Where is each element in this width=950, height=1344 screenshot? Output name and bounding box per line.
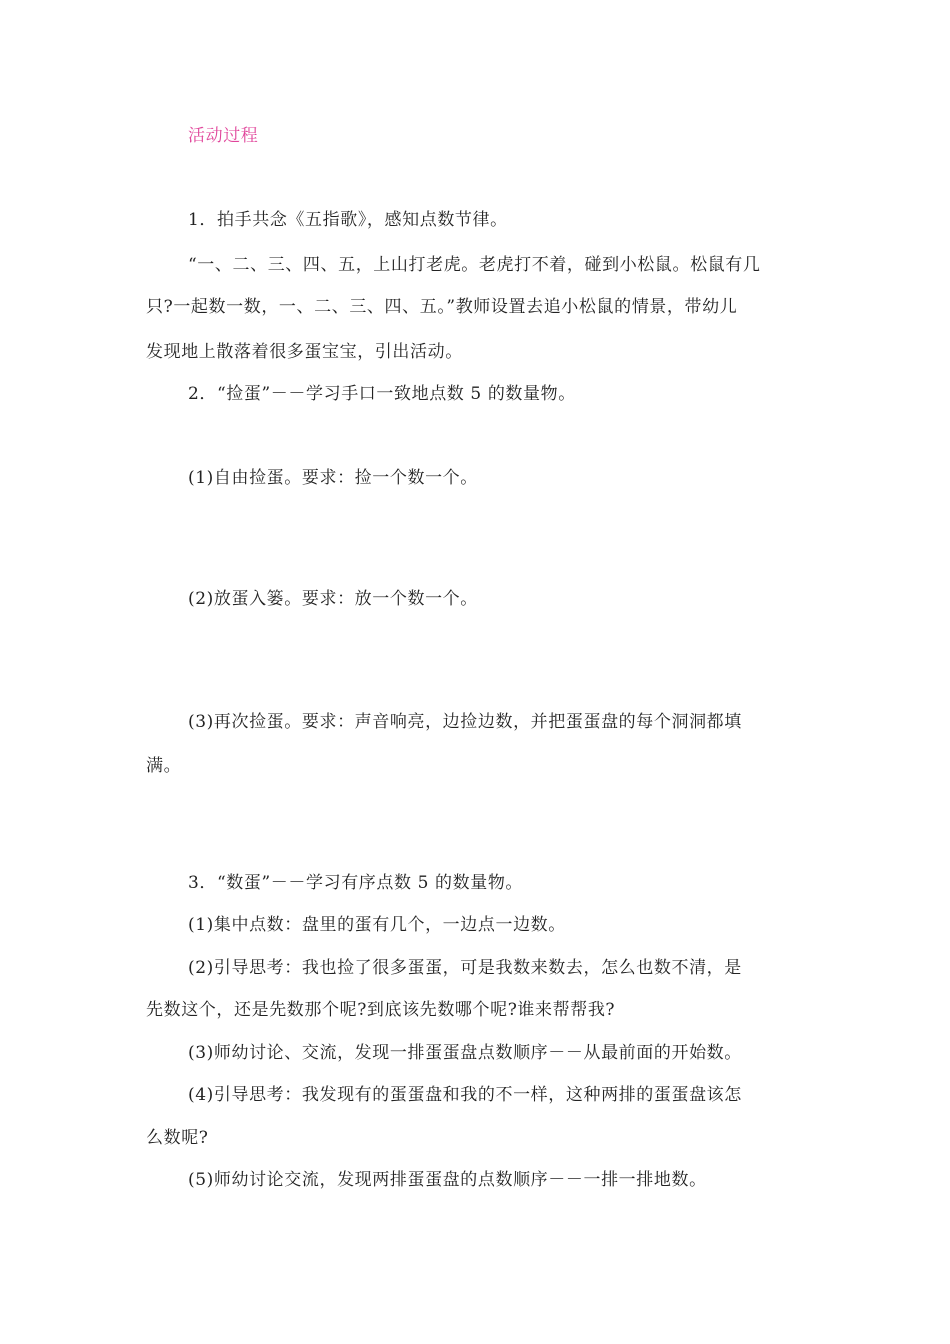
paragraph-line: (3)再次捡蛋。要求：声音响亮，边捡边数，并把蛋蛋盘的每个洞洞都填 — [188, 712, 742, 732]
paragraph-line: 先数这个，还是先数那个呢?到底该先数哪个呢?谁来帮帮我? — [146, 1000, 616, 1020]
paragraph-line: 发现地上散落着很多蛋宝宝，引出活动。 — [146, 342, 463, 362]
paragraph-line: (5)师幼讨论交流，发现两排蛋蛋盘的点数顺序－－一排一排地数。 — [188, 1170, 707, 1190]
paragraph-line: 满。 — [146, 756, 182, 776]
paragraph-line: (2)放蛋入篓。要求：放一个数一个。 — [188, 589, 478, 609]
paragraph-line: (4)引导思考：我发现有的蛋蛋盘和我的不一样，这种两排的蛋蛋盘该怎 — [188, 1085, 742, 1105]
paragraph-line: 么数呢? — [146, 1128, 209, 1148]
paragraph-line: (1)集中点数：盘里的蛋有几个，一边点一边数。 — [188, 915, 566, 935]
paragraph-line: 3．“数蛋”－－学习有序点数 5 的数量物。 — [188, 873, 524, 893]
paragraph-line: (1)自由捡蛋。要求：捡一个数一个。 — [188, 468, 478, 488]
paragraph-line: 2．“捡蛋”－－学习手口一致地点数 5 的数量物。 — [188, 384, 576, 404]
paragraph-line: 1．拍手共念《五指歌》，感知点数节律。 — [188, 210, 508, 230]
section-heading: 活动过程 — [188, 126, 259, 146]
paragraph-line: (2)引导思考：我也捡了很多蛋蛋，可是我数来数去，怎么也数不清，是 — [188, 958, 742, 978]
paragraph-line: “一、二、三、四、五，上山打老虎。老虎打不着，碰到小松鼠。松鼠有几 — [188, 255, 761, 275]
paragraph-line: (3)师幼讨论、交流，发现一排蛋蛋盘点数顺序－－从最前面的开始数。 — [188, 1043, 742, 1063]
paragraph-line: 只?一起数一数，一、二、三、四、五。”教师设置去追小松鼠的情景，带幼儿 — [146, 297, 738, 317]
